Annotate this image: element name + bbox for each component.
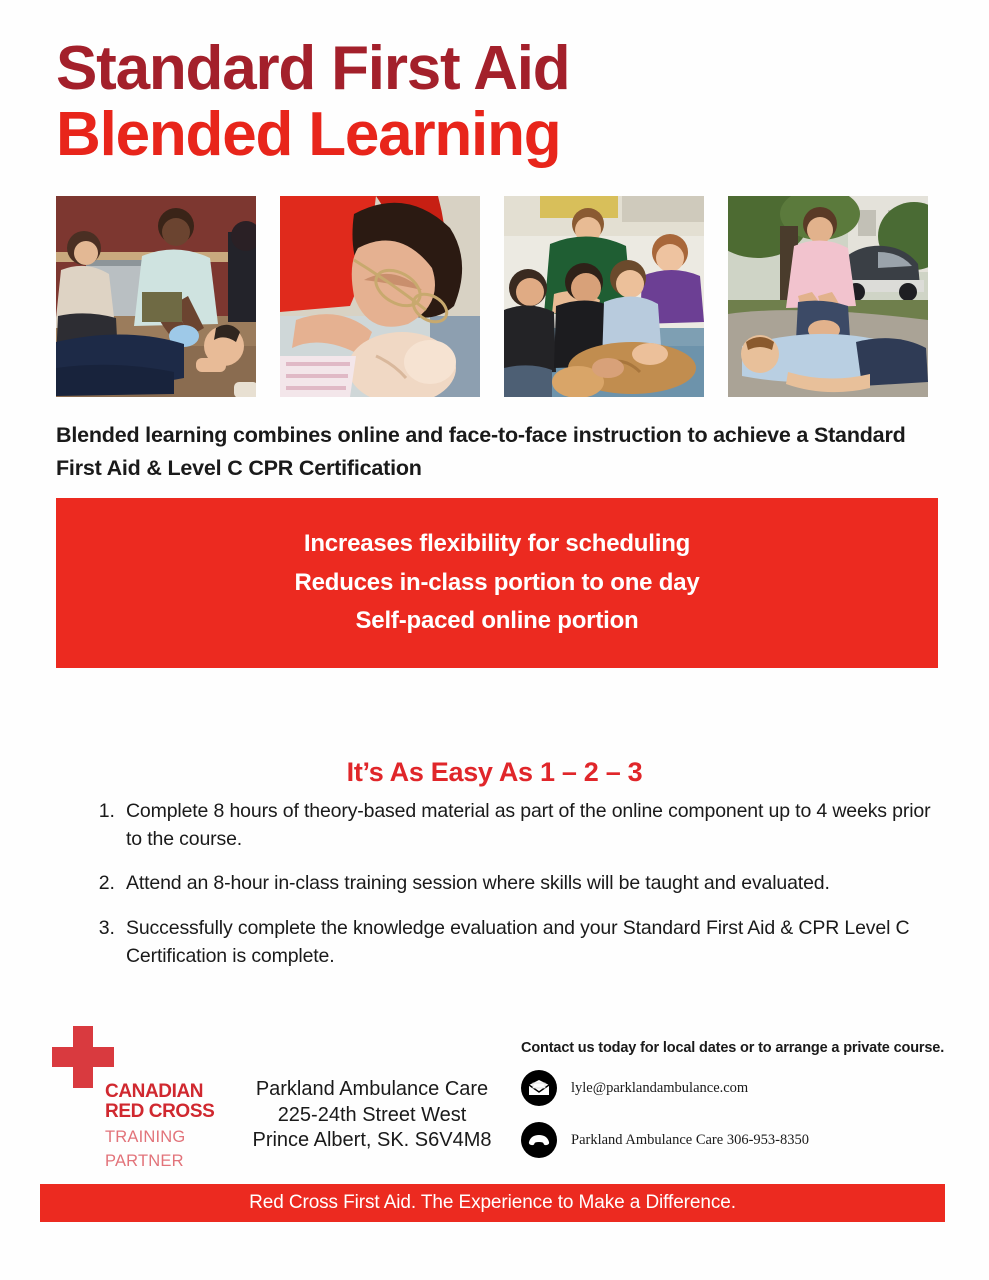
tagline-text: Red Cross First Aid. The Experience to Make a Difference. — [249, 1192, 736, 1213]
contact-row-email[interactable] — [521, 1070, 951, 1106]
red-cross-icon — [52, 1026, 114, 1088]
phone-number[interactable]: Parkland Ambulance Care 306-953-8350 — [571, 1131, 809, 1148]
address-line-3: Prince Albert, SK. S6V4M8 — [252, 1129, 492, 1152]
easy-steps-heading: It’s As Easy As 1 – 2 – 3 — [346, 757, 643, 787]
contact-row-phone[interactable] — [521, 1122, 951, 1158]
benefit-item: Self-paced online portion — [355, 607, 639, 635]
benefit-item: Increases flexibility for scheduling — [303, 530, 691, 558]
envelope-icon — [521, 1070, 557, 1106]
logo-wordmark — [105, 1082, 245, 1171]
title-line-primary: Standard First Aid — [56, 34, 570, 103]
contact-heading: Contact us today for local dates or to arrange a private course. — [521, 1040, 945, 1056]
tagline-bar — [40, 1184, 945, 1222]
title-line-secondary: Blended Learning — [56, 100, 561, 169]
photo-infant-rescue-breathing — [280, 196, 480, 397]
address-line-1: Parkland Ambulance Care — [255, 1078, 489, 1100]
phone-icon — [521, 1122, 557, 1158]
intro-paragraph: Blended learning combines online and face-to-face instruction to achieve a Standard First Aid & Level C CPR Certification — [56, 423, 906, 480]
logo-name-line1: CANADIAN — [105, 1081, 204, 1102]
photo-workplace-cpr — [56, 196, 256, 397]
step-item: 3. Successfully complete the knowledge evaluation and your Standard First Aid & CPR Level C Certification is complete. — [120, 915, 950, 970]
address-line-2: 225-24th Street West — [277, 1103, 467, 1126]
logo-sub-line2: PARTNER — [105, 1152, 184, 1171]
benefits-banner — [56, 498, 938, 668]
address-block — [248, 1077, 496, 1154]
logo-name-line2: RED CROSS — [105, 1101, 215, 1123]
step-item: 1. Complete 8 hours of theory-based material as part of the online component up to 4 weeks prior to the course. — [120, 798, 950, 853]
contact-block — [521, 1040, 951, 1174]
photo-strip — [56, 196, 938, 397]
step-item: 2. Attend an 8-hour in-class training session where skills will be taught and evaluated. — [120, 870, 950, 898]
benefit-item: Reduces in-class portion to one day — [294, 568, 700, 596]
photo-youth-class — [504, 196, 704, 397]
logo-sub-line1: TRAINING — [105, 1128, 186, 1147]
email-address[interactable]: lyle@parklandambulance.com — [571, 1079, 749, 1096]
red-cross-logo — [52, 1026, 242, 1171]
photo-outdoor-cpr — [728, 196, 928, 397]
page-title — [56, 34, 936, 169]
easy-steps-list — [88, 798, 950, 987]
